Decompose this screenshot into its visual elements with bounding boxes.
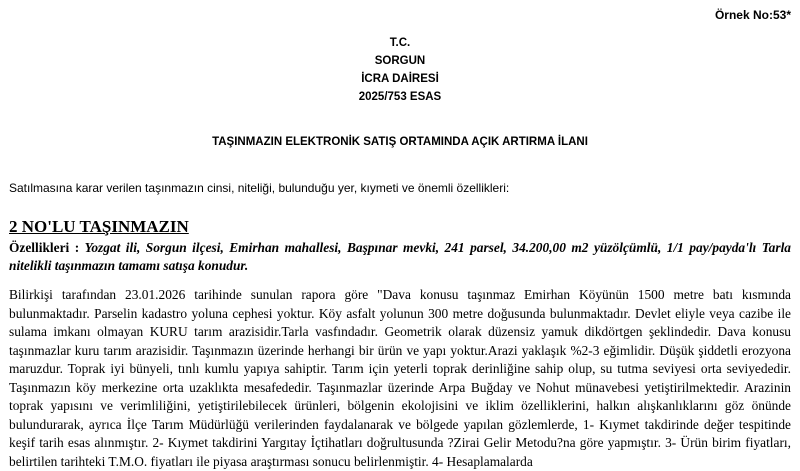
notice-title: TAŞINMAZIN ELEKTRONİK SATIŞ ORTAMINDA AÇIK ARTIRMA İLANI (212, 136, 588, 148)
header-office: İCRA DAİRESİ (361, 73, 439, 85)
intro-text: Satılmasına karar verilen taşınmazın cinsi, niteliği, bulunduğu yer, kıymeti ve önemli özellikleri: (9, 181, 510, 195)
property-description: Bilirkişi tarafından 23.01.2026 tarihinde sunulan rapora göre "Dava konusu taşınmaz Emirhan Köyünün 1500 metre batı kısmında bulunmaktadır. Parselin kadastro yoluna cephesi yoktur. Köy asfalt yolunun 300 metre doğusunda bulunmaktadır. Devlet eliyle veya cazibe ile sulama imkanı olmayan KURU tarım arazisidir.Tarla vasfındadır. Geometrik olarak düzensiz yamuk dikdörtgen şeklindedir. Dava konusu taşınmazlar kuru tarım arazisidir. Taşınmazın üzerinde herhangi bir ürün ve yapı yoktur.Arazi yaklaşık %2-3 eğimlidir. Düşük şiddetli erozyona maruzdur. Toprak iyi bünyeli, tınlı kumlu yapıya sahiptir. Tarım için yeterli toprak derinliğine sahip olup, su tutma seviyesi orta seviyededir. Taşınmazın köy merkezine orta uzaklıkta mesafededir. Taşınmazlar üzerinde Arpa Buğday ve Nohut münavebesi yetiştirilmektedir. Arazinin toprak yapısını ve verimliliğini, yetiştirilebilecek ürünleri, bölgenin ekolojisini ve iklim özelliklerini, halkın alışkanlıklarını göz önünde bulundurarak, ayrıca İlçe Tarım Müdürlüğü verilerinden faydalanarak ve bölgede yapılan gözlemlerde, 1- Kıymet takdirinde değer tespitinde keşif tarih esas alınmıştır. 2- Kıymet takdirini Yargıtay İçtihatları doğrultusunda ?Zirai Gelir Metodu?na göre yapmıştır. 3- Ürün birim fiyatları, belirtilen tarihteki T.M.O. fiyatları ile piyasa araştırması sonucu belirlenmiştir. 4- Hesaplamalarda (9, 287, 791, 469)
property-features (9, 239, 791, 275)
property-heading: 2 NO'LU TAŞINMAZIN (9, 217, 189, 236)
features-label: Özellikleri : (9, 240, 80, 255)
sample-number: Örnek No:53* (714, 8, 791, 22)
header-case-number: 2025/753 ESAS (358, 91, 442, 103)
features-text: Yozgat ili, Sorgun ilçesi, Emirhan mahallesi, Başpınar mevki, 241 parsel, 34.200,00 m2 yüzölçümlü, 1/1 pay/payda'lı Tarla nitelikli taşınmazın tamamı satışa konudur. (9, 240, 791, 273)
header-country: T.C. (389, 37, 411, 49)
document-header (0, 34, 800, 106)
header-district: SORGUN (374, 55, 426, 67)
